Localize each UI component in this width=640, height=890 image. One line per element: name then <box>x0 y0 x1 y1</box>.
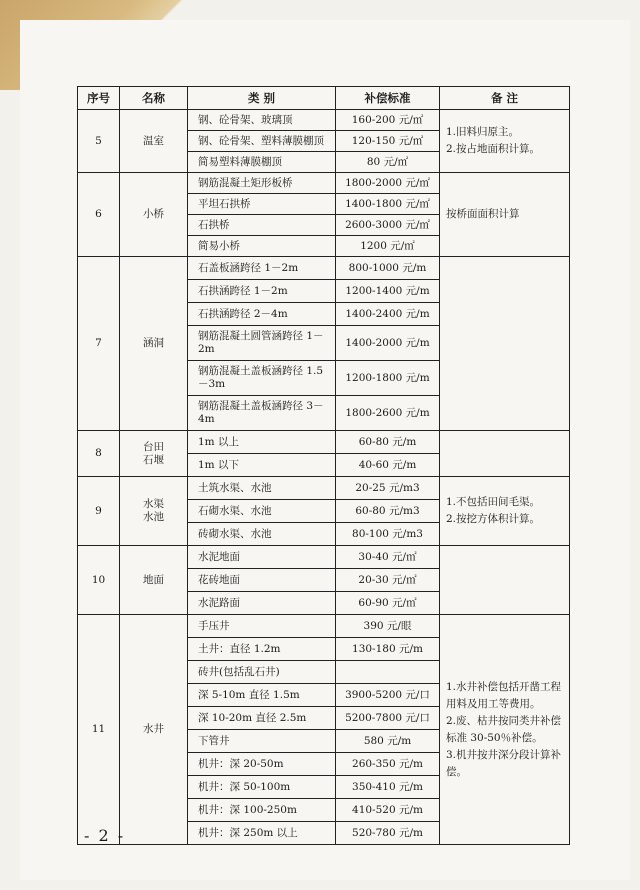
category-cell: 石盖板涵跨径 1－2m <box>188 257 336 280</box>
remark-cell <box>440 546 570 615</box>
category-cell: 砖井(包括乱石井) <box>188 661 336 684</box>
category-cell: 简易小桥 <box>188 236 336 257</box>
category-cell: 石拱桥 <box>188 215 336 236</box>
table-row <box>78 546 570 569</box>
group-seq: 6 <box>78 173 120 257</box>
group-name: 地面 <box>120 546 188 615</box>
compensation-table <box>77 86 570 845</box>
price-cell: 1200-1400 元/m <box>336 280 440 303</box>
category-cell: 机井：深 50-100m <box>188 776 336 799</box>
price-cell: 580 元/m <box>336 730 440 753</box>
remark-cell: 按桥面面积计算 <box>440 173 570 257</box>
group-seq: 9 <box>78 477 120 546</box>
category-cell: 钢筋混凝土圆管涵跨径 1－2m <box>188 326 336 361</box>
price-cell: 1200-1800 元/m <box>336 361 440 396</box>
table-row <box>78 431 570 454</box>
group-seq: 5 <box>78 110 120 173</box>
price-cell: 60-90 元/㎡ <box>336 592 440 615</box>
category-cell: 石砌水渠、水池 <box>188 500 336 523</box>
header-category: 类 别 <box>188 87 336 110</box>
category-cell: 石拱涵跨径 1－2m <box>188 280 336 303</box>
category-cell: 土筑水渠、水池 <box>188 477 336 500</box>
price-cell: 60-80 元/m3 <box>336 500 440 523</box>
group-name: 台田 石堰 <box>120 431 188 477</box>
remark-cell: 1.旧料归原主。 2.按占地面积计算。 <box>440 110 570 173</box>
price-cell: 260-350 元/m <box>336 753 440 776</box>
table-header-row <box>78 87 570 110</box>
price-cell: 410-520 元/m <box>336 799 440 822</box>
category-cell: 深 10-20m 直径 2.5m <box>188 707 336 730</box>
header-name: 名称 <box>120 87 188 110</box>
price-cell: 40-60 元/m <box>336 454 440 477</box>
category-cell: 深 5-10m 直径 1.5m <box>188 684 336 707</box>
price-cell: 30-40 元/㎡ <box>336 546 440 569</box>
category-cell: 钢、砼骨架、玻璃顶 <box>188 110 336 131</box>
group-name: 水井 <box>120 615 188 845</box>
price-cell: 120-150 元/㎡ <box>336 131 440 152</box>
price-cell: 3900-5200 元/口 <box>336 684 440 707</box>
price-cell: 1800-2000 元/㎡ <box>336 173 440 194</box>
category-cell: 机井：深 100-250m <box>188 799 336 822</box>
price-cell: 130-180 元/m <box>336 638 440 661</box>
category-cell: 机井：深 250m 以上 <box>188 822 336 845</box>
table-row <box>78 477 570 500</box>
category-cell: 花砖地面 <box>188 569 336 592</box>
category-cell: 下管井 <box>188 730 336 753</box>
category-cell: 钢筋混凝土盖板涵跨径 1.5－3m <box>188 361 336 396</box>
price-cell: 1200 元/㎡ <box>336 236 440 257</box>
table-row <box>78 110 570 131</box>
price-cell: 2600-3000 元/㎡ <box>336 215 440 236</box>
category-cell: 简易塑料薄膜棚顶 <box>188 152 336 173</box>
price-cell <box>336 661 440 684</box>
header-seq: 序号 <box>78 87 120 110</box>
category-cell: 手压井 <box>188 615 336 638</box>
category-cell: 1m 以下 <box>188 454 336 477</box>
category-cell: 平坦石拱桥 <box>188 194 336 215</box>
category-cell: 机井：深 20-50m <box>188 753 336 776</box>
category-cell: 钢筋混凝土矩形板桥 <box>188 173 336 194</box>
category-cell: 水泥路面 <box>188 592 336 615</box>
category-cell: 钢、砼骨架、塑料薄膜棚顶 <box>188 131 336 152</box>
remark-cell <box>440 431 570 477</box>
price-cell: 60-80 元/m <box>336 431 440 454</box>
price-cell: 520-780 元/m <box>336 822 440 845</box>
category-cell: 砖砌水渠、水池 <box>188 523 336 546</box>
price-cell: 160-200 元/㎡ <box>336 110 440 131</box>
category-cell: 钢筋混凝土盖板涵跨径 3－4m <box>188 396 336 431</box>
price-cell: 1400-2000 元/m <box>336 326 440 361</box>
price-cell: 20-30 元/㎡ <box>336 569 440 592</box>
price-cell: 390 元/眼 <box>336 615 440 638</box>
group-name: 水渠 水池 <box>120 477 188 546</box>
category-cell: 1m 以上 <box>188 431 336 454</box>
price-cell: 80-100 元/m3 <box>336 523 440 546</box>
group-seq: 10 <box>78 546 120 615</box>
price-cell: 800-1000 元/m <box>336 257 440 280</box>
remark-cell: 1.不包括田间毛渠。 2.按挖方体积计算。 <box>440 477 570 546</box>
price-cell: 1400-1800 元/㎡ <box>336 194 440 215</box>
header-remark: 备 注 <box>440 87 570 110</box>
category-cell: 石拱涵跨径 2－4m <box>188 303 336 326</box>
header-standard: 补偿标准 <box>336 87 440 110</box>
table-row <box>78 173 570 194</box>
price-cell: 1800-2600 元/m <box>336 396 440 431</box>
page-number: - 2 - <box>84 826 126 845</box>
group-name: 小桥 <box>120 173 188 257</box>
group-name: 温室 <box>120 110 188 173</box>
group-seq: 11 <box>78 615 120 845</box>
group-seq: 8 <box>78 431 120 477</box>
table-row <box>78 615 570 638</box>
group-seq: 7 <box>78 257 120 431</box>
price-cell: 80 元/㎡ <box>336 152 440 173</box>
remark-cell <box>440 257 570 431</box>
category-cell: 水泥地面 <box>188 546 336 569</box>
price-cell: 350-410 元/m <box>336 776 440 799</box>
remark-cell: 1.水井补偿包括开凿工程用料及用工等费用。 2.废、枯井按同类井补偿标准 30-50％补偿。 3.机井按井深分段计算补偿。 <box>440 615 570 845</box>
price-cell: 1400-2400 元/m <box>336 303 440 326</box>
price-cell: 5200-7800 元/口 <box>336 707 440 730</box>
table-row <box>78 257 570 280</box>
group-name: 涵洞 <box>120 257 188 431</box>
price-cell: 20-25 元/m3 <box>336 477 440 500</box>
category-cell: 土井：直径 1.2m <box>188 638 336 661</box>
